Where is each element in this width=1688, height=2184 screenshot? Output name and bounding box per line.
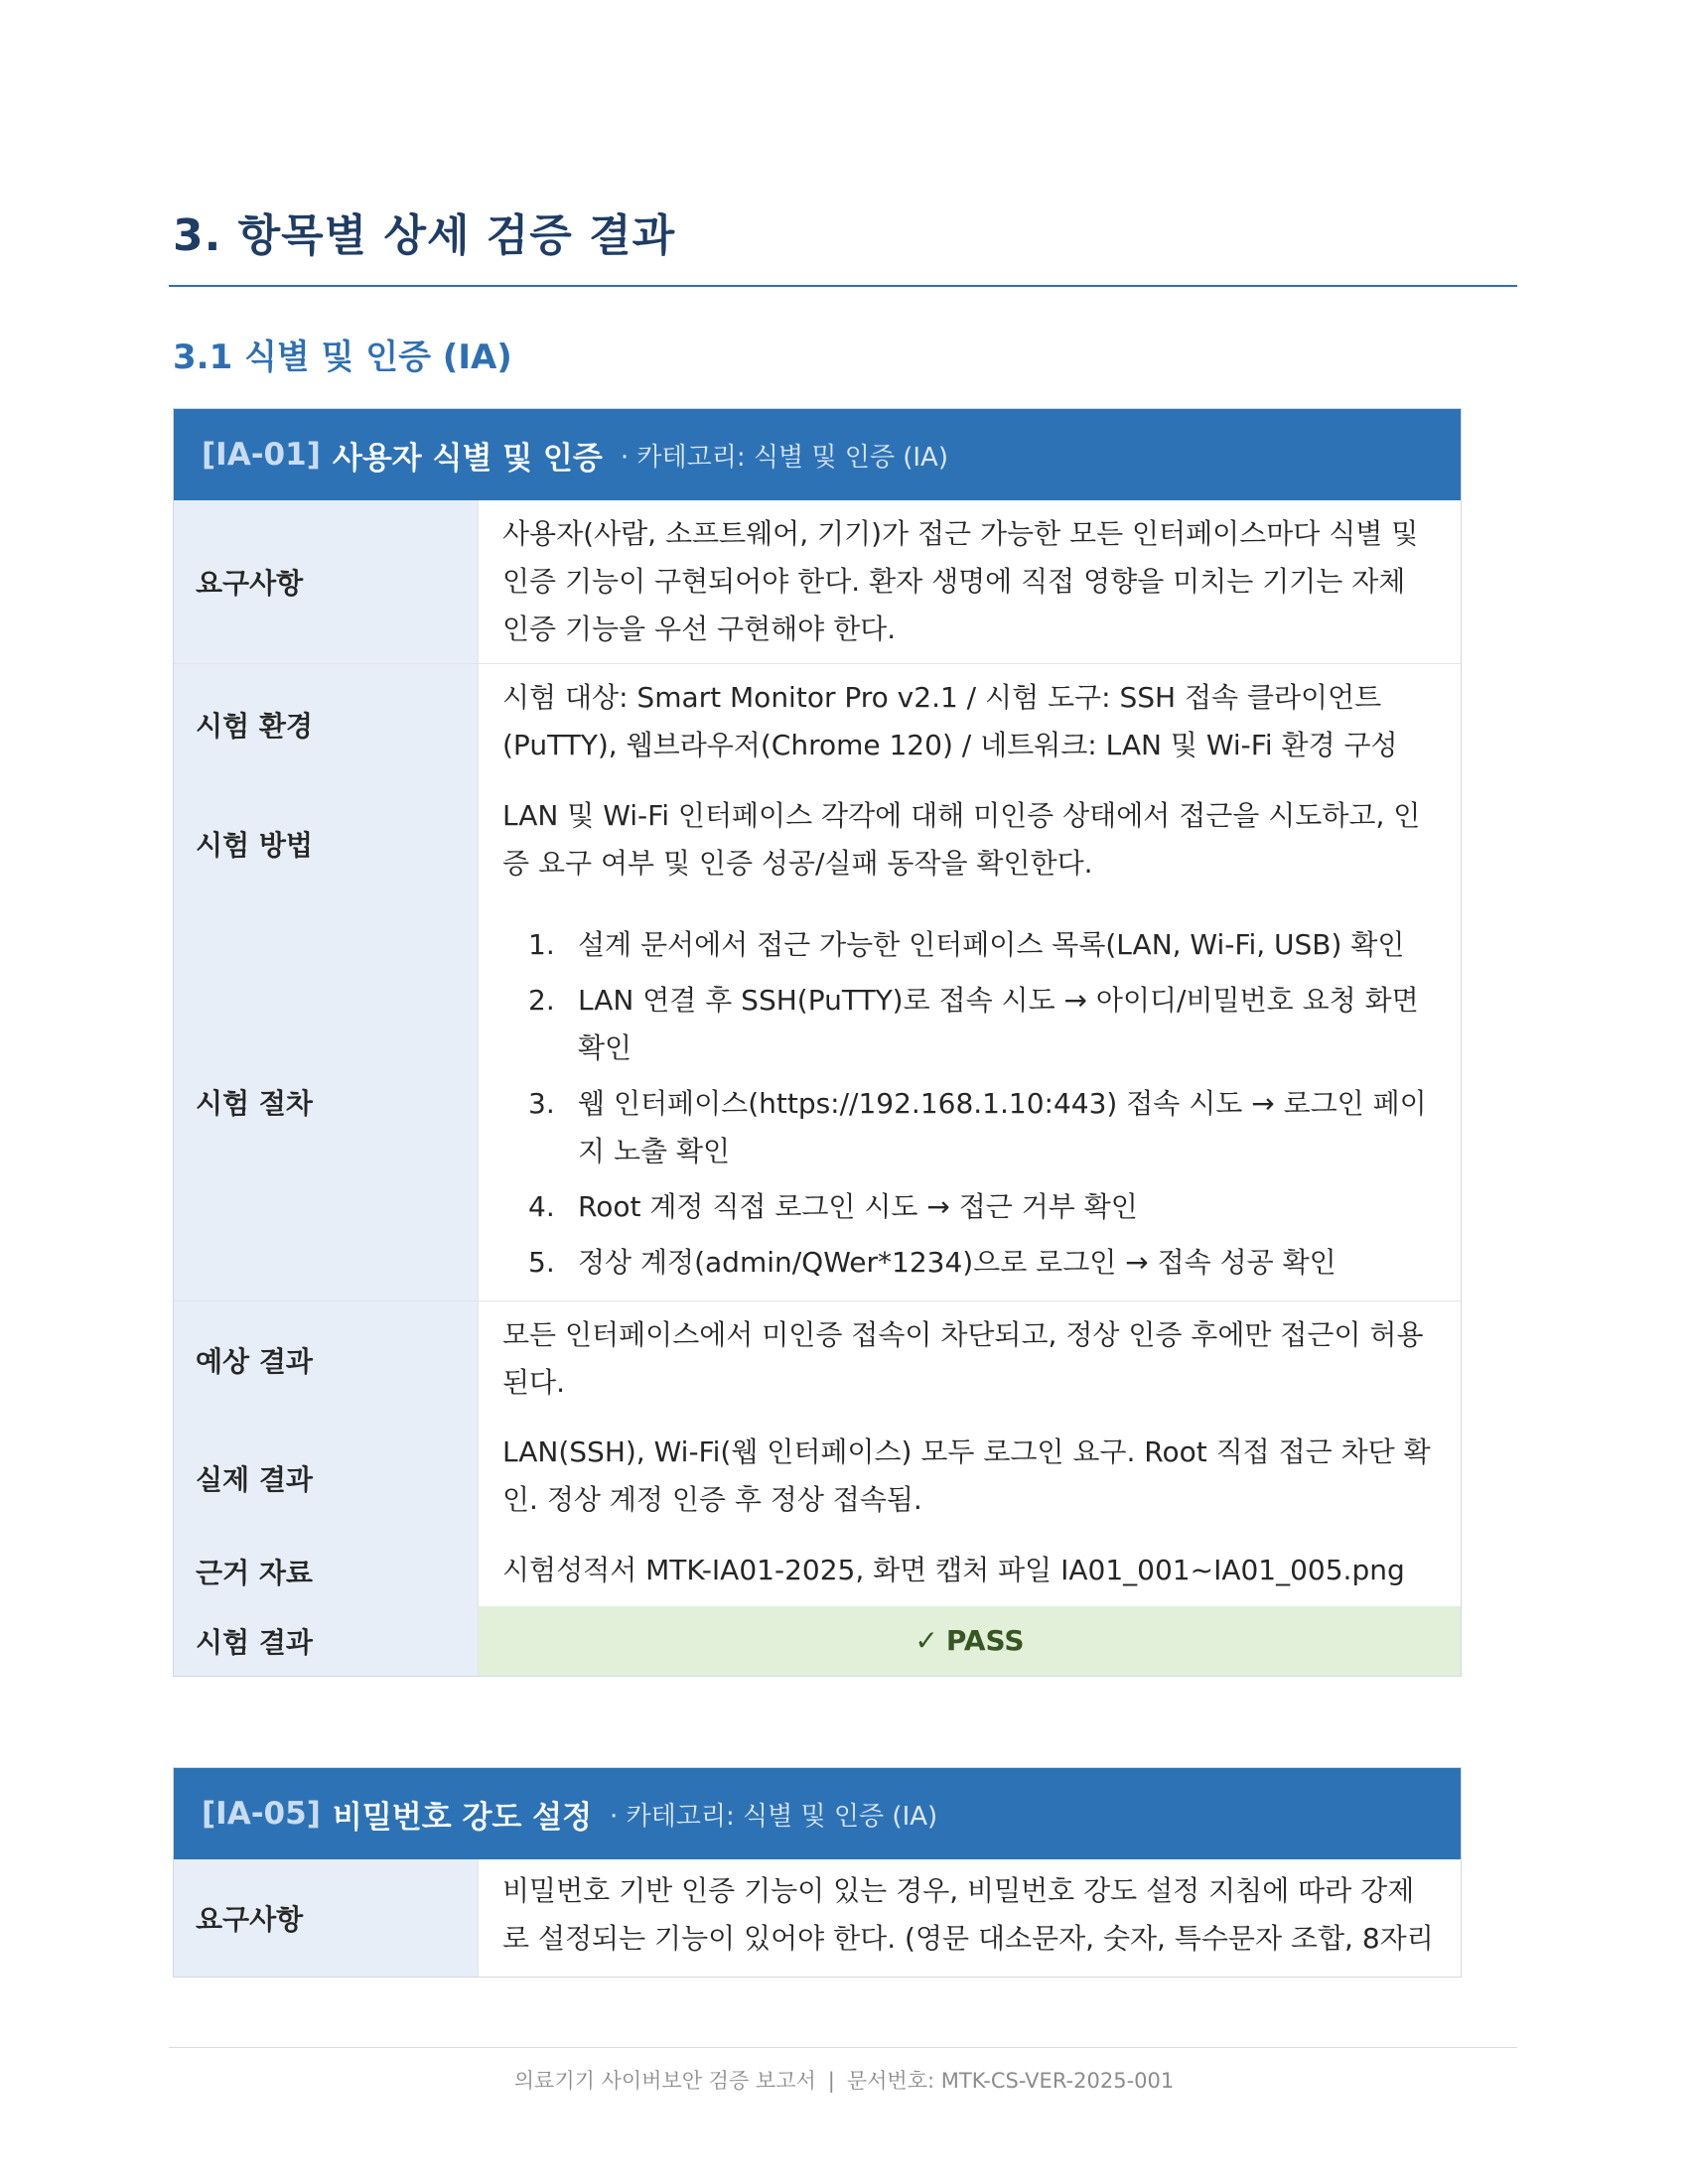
row-label: 근거 자료 bbox=[174, 1537, 478, 1606]
row-value: LAN 및 Wi-Fi 인터페이스 각각에 대해 미인증 상태에서 접근을 시도하고, 인증 요구 여부 및 인증 성공/실패 동작을 확인한다. bbox=[478, 784, 1461, 903]
procedure-step bbox=[502, 1183, 1435, 1231]
row-evidence bbox=[174, 1537, 1461, 1606]
step-text: 웹 인터페이스(https://192.168.1.10:443) 접속 시도 → 로그인 페이지 노출 확인 bbox=[578, 1087, 1427, 1167]
item-category: · 카테고리: 식별 및 인증 (IA) bbox=[610, 1801, 938, 1832]
item-id: [IA-05] bbox=[202, 1796, 321, 1832]
row-requirement bbox=[174, 1859, 1461, 1977]
row-label: 시험 절차 bbox=[174, 903, 478, 1300]
procedure-step bbox=[502, 921, 1435, 969]
subsection-heading: 3.1 식별 및 인증 (IA) bbox=[173, 338, 512, 377]
footer-doc-title: 의료기기 사이버보안 검증 보고서 bbox=[513, 2069, 816, 2093]
item-title: 비밀번호 강도 설정 bbox=[332, 1799, 593, 1836]
procedure-step bbox=[502, 977, 1435, 1072]
row-value: 시험성적서 MTK-IA01-2025, 화면 캡처 파일 IA01_001~IA01_005.png bbox=[478, 1537, 1461, 1606]
step-number: 1. bbox=[528, 928, 555, 961]
row-label: 시험 방법 bbox=[174, 784, 478, 903]
procedure-steps bbox=[502, 921, 1435, 1287]
row-expected bbox=[174, 1300, 1461, 1419]
row-method bbox=[174, 784, 1461, 903]
row-actual bbox=[174, 1419, 1461, 1537]
result-text: PASS bbox=[945, 1624, 1025, 1657]
step-text: Root 계정 직접 로그인 시도 → 접근 거부 확인 bbox=[578, 1190, 1138, 1223]
row-label: 시험 결과 bbox=[174, 1606, 478, 1676]
item-title: 사용자 식별 및 인증 bbox=[332, 440, 603, 477]
row-procedure bbox=[174, 903, 1461, 1300]
footer-divider bbox=[169, 2047, 1517, 2048]
step-text: LAN 연결 후 SSH(PuTTY)로 접속 시도 → 아이디/비밀번호 요청 화면 확인 bbox=[578, 984, 1419, 1064]
item-category: · 카테고리: 식별 및 인증 (IA) bbox=[620, 442, 948, 473]
card-header bbox=[174, 409, 1461, 500]
test-item-card-ia-01 bbox=[173, 408, 1462, 1677]
procedure-step bbox=[502, 1080, 1435, 1175]
result-pass-badge bbox=[478, 1606, 1461, 1676]
row-value: LAN(SSH), Wi-Fi(웹 인터페이스) 모두 로그인 요구. Root 직접 접근 차단 확인. 정상 계정 인증 후 정상 접속됨. bbox=[478, 1419, 1461, 1537]
row-label: 실제 결과 bbox=[174, 1419, 478, 1537]
row-label: 요구사항 bbox=[174, 1859, 478, 1977]
test-item-card-ia-05 bbox=[173, 1767, 1462, 1978]
row-label: 시험 환경 bbox=[174, 664, 478, 784]
check-icon: ✓ bbox=[914, 1624, 938, 1657]
section-heading: 3. 항목별 상세 검증 결과 bbox=[173, 210, 676, 261]
row-value: 모든 인터페이스에서 미인증 접속이 차단되고, 정상 인증 후에만 접근이 허용된다. bbox=[478, 1301, 1461, 1419]
row-value: 시험 대상: Smart Monitor Pro v2.1 / 시험 도구: SSH 접속 클라이언트(PuTTY), 웹브라우저(Chrome 120) / 네트워크: LAN 및 Wi-Fi 환경 구성 bbox=[478, 664, 1461, 784]
footer-separator: | bbox=[827, 2069, 835, 2093]
row-value: 사용자(사람, 소프트웨어, 기기)가 접근 가능한 모든 인터페이스마다 식별 및 인증 기능이 구현되어야 한다. 환자 생명에 직접 영향을 미치는 기기는 자체 인증 기능을 우선 구현해야 한다. bbox=[478, 500, 1461, 663]
row-label: 요구사항 bbox=[174, 500, 478, 663]
row-label: 예상 결과 bbox=[174, 1301, 478, 1419]
step-number: 4. bbox=[528, 1190, 555, 1223]
row-value: 비밀번호 기반 인증 기능이 있는 경우, 비밀번호 강도 설정 지침에 따라 강제로 설정되는 기능이 있어야 한다. (영문 대소문자, 숫자, 특수문자 조합, 8자리 bbox=[478, 1859, 1461, 1977]
card-header bbox=[174, 1768, 1461, 1859]
footer-doc-number: 문서번호: MTK-CS-VER-2025-001 bbox=[846, 2069, 1175, 2093]
procedure-step bbox=[502, 1239, 1435, 1287]
step-number: 5. bbox=[528, 1246, 555, 1279]
page-footer bbox=[0, 2065, 1688, 2095]
row-value bbox=[478, 903, 1461, 1300]
row-result bbox=[174, 1606, 1461, 1676]
step-number: 2. bbox=[528, 984, 555, 1017]
heading-divider bbox=[169, 285, 1517, 287]
row-requirement bbox=[174, 500, 1461, 663]
row-environment bbox=[174, 663, 1461, 784]
step-text: 정상 계정(admin/QWer*1234)으로 로그인 → 접속 성공 확인 bbox=[578, 1246, 1336, 1279]
step-text: 설계 문서에서 접근 가능한 인터페이스 목록(LAN, Wi-Fi, USB) 확인 bbox=[578, 928, 1405, 961]
item-id: [IA-01] bbox=[202, 437, 321, 473]
step-number: 3. bbox=[528, 1087, 555, 1120]
